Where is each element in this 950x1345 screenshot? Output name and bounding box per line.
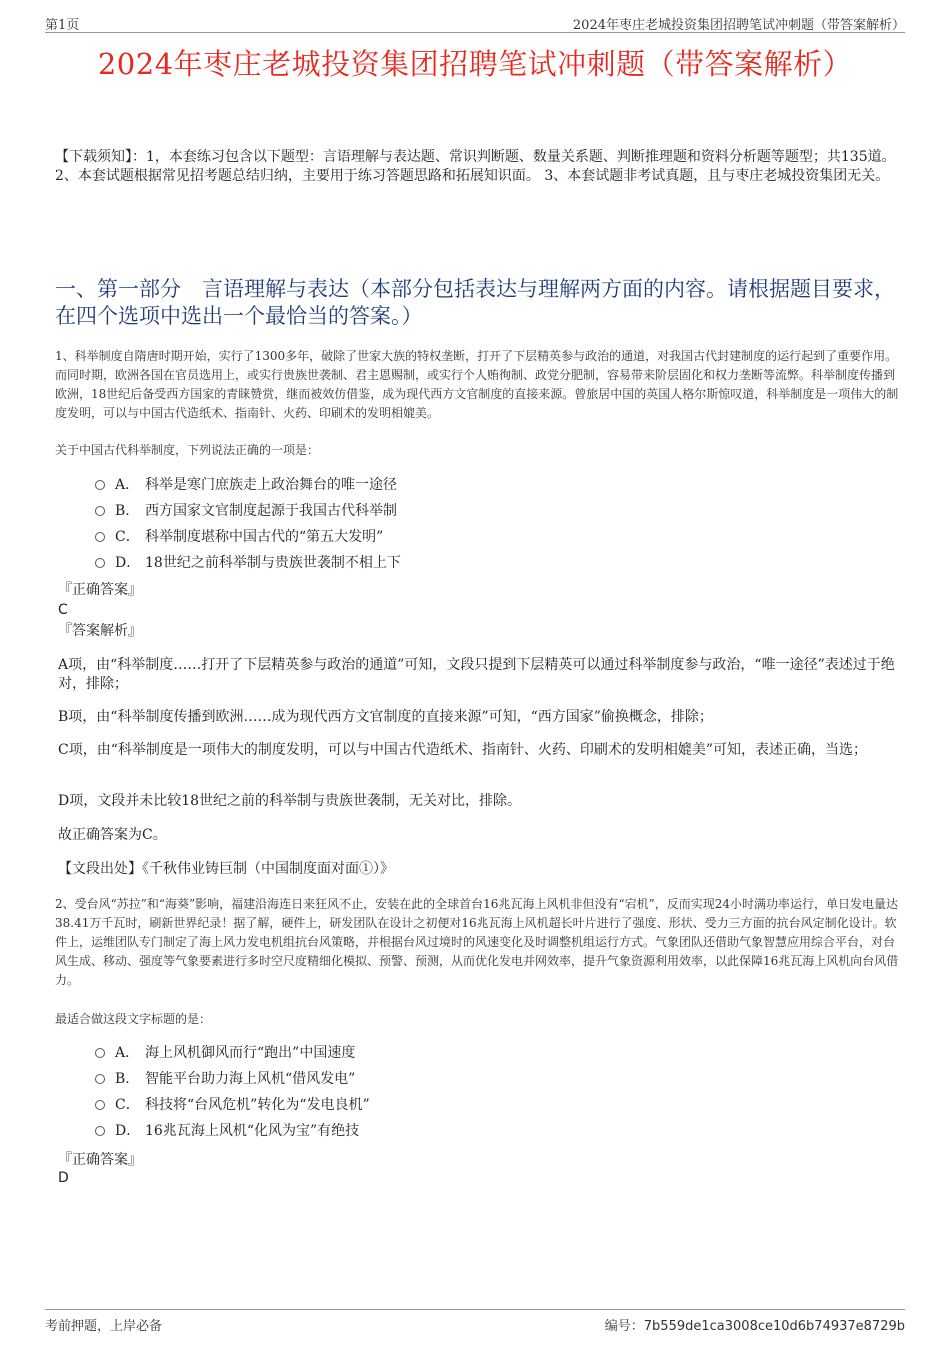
radio-icon[interactable]	[95, 1100, 105, 1110]
q1-analysis-d: D项，文段并未比较18世纪之前的科举制与贵族世袭制，无关对比，排除。	[58, 793, 522, 809]
radio-icon[interactable]	[95, 1126, 105, 1136]
q2-answer: D	[58, 1170, 69, 1186]
footer-code: 编号：7b559de1ca3008ce10d6b74937e8729b	[604, 1319, 905, 1334]
radio-icon[interactable]	[95, 1048, 105, 1058]
q2-passage: 2、受台风“苏拉”和“海葵”影响，福建沿海连日来狂风不止，安装在此的全球首台16兆瓦海上风机非但没有“宕机”，反而实现24小时满功率运行，单日发电量达38.41万千瓦时，刷新世界纪录！据了解，硬件上，研发团队在设计之初便对16兆瓦海上风机超长叶片进行了强度、形状、受力三方面的抗台风定制化设计。软件上，运维团队专门制定了海上风力发电机组抗台风策略，并根据台风过境时的风速变化及时调整机组运行方式。气象团队还借助气象智慧应用综合平台，对台风生成、移动、强度等气象要素进行多时空尺度精细化模拟、预警、预测，从而优化发电并网效率，提升气象资源利用效率，以此保障16兆瓦海上风机向台风借力。	[55, 897, 899, 987]
q1-conclusion: 故正确答案为C。	[58, 827, 167, 843]
q1-analysis-b: B项，由“科举制度传播到欧洲……成为现代西方文官制度的直接来源”可知，“西方国家”偷换概念，排除；	[58, 709, 713, 725]
q1-option-a[interactable]: A． 科举是寒门庶族走上政治舞台的唯一途径	[95, 474, 401, 500]
page-footer	[45, 1309, 905, 1335]
q1-answer: C	[58, 602, 68, 618]
section-title: 一、第一部分 言语理解与表达（本部分包括表达与理解两方面的内容。请根据题目要求，在四个选项中选出一个最恰当的答案。）	[55, 277, 895, 328]
footer-slogan: 考前押题，上岸必备	[45, 1319, 163, 1334]
q1-option-d[interactable]: D． 18世纪之前科举制与贵族世袭制不相上下	[95, 552, 401, 578]
page-number: 第1页	[45, 18, 80, 33]
q1-analysis-a: A项，由“科举制度……打开了下层精英参与政治的通道”可知，文段只提到下层精英可以通过科举制度参与政治，“唯一途径”表述过于绝对，排除；	[58, 657, 895, 692]
page-header	[45, 14, 905, 33]
q2-question: 最适合做这段文字标题的是：	[55, 1012, 212, 1026]
q2-option-a[interactable]: A． 海上风机御风而行“跑出”中国速度	[95, 1042, 370, 1068]
q2-answer-label: 『正确答案』	[58, 1152, 142, 1168]
q1-analysis-c: C项，由“科举制度是一项伟大的制度发明，可以与中国古代造纸术、指南针、火药、印刷术的发明相媲美”可知，表述正确，当选；	[58, 742, 868, 758]
radio-icon[interactable]	[95, 558, 105, 568]
q2-option-c[interactable]: C． 科技将“台风危机”转化为“发电良机”	[95, 1094, 370, 1120]
radio-icon[interactable]	[95, 1074, 105, 1084]
q1-answer-label: 『正确答案』	[58, 582, 142, 598]
q1-option-c[interactable]: C． 科举制度堪称中国古代的“第五大发明”	[95, 526, 401, 552]
q1-passage: 1、科举制度自隋唐时期开始，实行了1300多年，破除了世家大族的特权垄断，打开了下层精英参与政治的通道，对我国古代封建制度的运行起到了重要作用。而同时期，欧洲各国在官员选用上，或实行贵族世袭制、君主恩赐制，或实行个人贿徇制、政党分肥制，容易带来阶层固化和权力垄断等流弊。科举制度传播到欧洲，18世纪后备受西方国家的青睐赞赏，继而被效仿借鉴，成为现代西方文官制度的直接来源。曾旅居中国的英国人格尔斯惊叹道，科举制度是一项伟大的制度发明，可以与中国古代造纸术、指南针、火药、印刷术的发明相媲美。	[55, 349, 899, 420]
radio-icon[interactable]	[95, 480, 105, 490]
radio-icon[interactable]	[95, 506, 105, 516]
q2-options	[95, 1042, 370, 1146]
q1-option-b[interactable]: B． 西方国家文官制度起源于我国古代科举制	[95, 500, 401, 526]
q2-option-b[interactable]: B． 智能平台助力海上风机“借风发电”	[95, 1068, 370, 1094]
download-notice: 【下载须知】：1，本套练习包含以下题型：言语理解与表达题、常识判断题、数量关系题、判断推理题和资料分析题等题型；共135道。 2、本套试题根据常见招考题总结归纳，主要用于练习答题思路和拓展知识面。 3、本套试题非考试真题，且与枣庄老城投资集团无关。	[55, 149, 896, 184]
header-doc-title: 2024年枣庄老城投资集团招聘笔试冲刺题（带答案解析）	[572, 18, 905, 33]
q2-option-d[interactable]: D． 16兆瓦海上风机“化风为宝”有绝技	[95, 1120, 370, 1146]
q1-analysis-label: 『答案解析』	[58, 623, 142, 639]
document-title: 2024年枣庄老城投资集团招聘笔试冲刺题（带答案解析）	[97, 47, 853, 81]
radio-icon[interactable]	[95, 532, 105, 542]
q1-question: 关于中国古代科举制度，下列说法正确的一项是：	[55, 443, 320, 457]
q1-source: 【文段出处】《千秋伟业铸巨制（中国制度面对面①）》	[58, 861, 394, 877]
q1-options	[95, 474, 401, 578]
